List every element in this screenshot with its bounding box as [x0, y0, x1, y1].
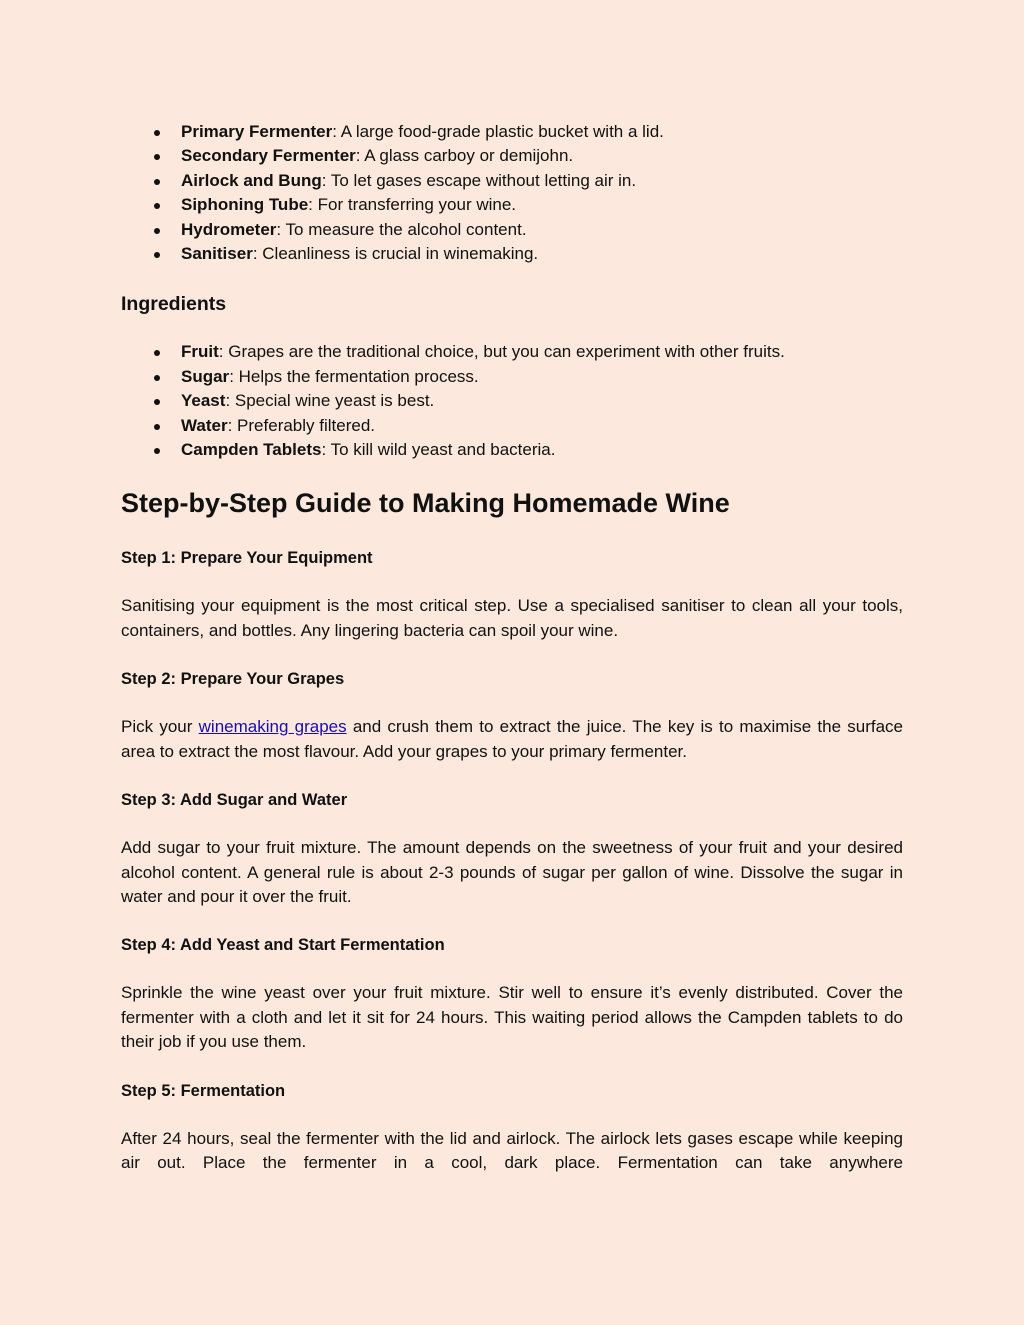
- list-item: Secondary Fermenter: A glass carboy or demijohn.: [121, 144, 903, 168]
- step-1-title: Step 1: Prepare Your Equipment: [121, 549, 373, 568]
- bullet-icon: [154, 375, 160, 381]
- bullet-icon: [154, 130, 160, 136]
- step-2-text: Pick your winemaking grapes and crush them to extract the juice. The key is to maximise the surface area to extract the most flavour. Add your grapes to your primary fermenter.: [121, 717, 903, 761]
- step-3-text: Add sugar to your fruit mixture. The amount depends on the sweetness of your fruit and your desired alcohol content. A general rule is about 2-3 pounds of sugar per gallon of wine. Dissolve the sugar in water and pour it over the fruit.: [121, 838, 903, 906]
- winemaking-grapes-link[interactable]: winemaking grapes: [198, 717, 347, 737]
- ingredients-heading: Ingredients: [121, 293, 227, 316]
- list-item: Siphoning Tube: For transferring your wine.: [121, 193, 903, 217]
- document-content: [121, 120, 903, 1199]
- bullet-icon: [154, 228, 160, 234]
- bullet-icon: [154, 448, 160, 454]
- list-item: Water: Preferably filtered.: [121, 414, 903, 438]
- list-item: Campden Tablets: To kill wild yeast and bacteria.: [121, 438, 903, 462]
- guide-heading: Step-by-Step Guide to Making Homemade Wine: [121, 488, 730, 519]
- step-2-title: Step 2: Prepare Your Grapes: [121, 670, 345, 689]
- list-item: Yeast: Special wine yeast is best.: [121, 389, 903, 413]
- step-4-text: Sprinkle the wine yeast over your fruit mixture. Stir well to ensure it’s evenly distributed. Cover the fermenter with a cloth and let it sit for 24 hours. This waiting period allows the Campden tablets to do their job if you use them.: [121, 983, 903, 1052]
- list-item: Airlock and Bung: To let gases escape without letting air in.: [121, 169, 903, 193]
- bullet-icon: [154, 252, 160, 258]
- bullet-icon: [154, 350, 160, 356]
- list-item: Primary Fermenter: A large food-grade plastic bucket with a lid.: [121, 120, 903, 144]
- bullet-icon: [154, 399, 160, 405]
- bullet-icon: [154, 424, 160, 430]
- bullet-icon: [154, 179, 160, 185]
- ingredients-list: [121, 340, 903, 462]
- step-5-title: Step 5: Fermentation: [121, 1081, 286, 1100]
- step-3-title: Step 3: Add Sugar and Water: [121, 791, 348, 810]
- list-item: Sugar: Helps the fermentation process.: [121, 365, 903, 389]
- equipment-list: [121, 120, 903, 266]
- step-5-text: After 24 hours, seal the fermenter with the lid and airlock. The airlock lets gases escape while keeping air out. Place the fermenter in a cool, dark place. Fermentation can take anywhere: [121, 1128, 903, 1172]
- bullet-icon: [154, 154, 160, 160]
- bullet-icon: [154, 203, 160, 209]
- step-1-text: Sanitising your equipment is the most critical step. Use a specialised sanitiser to clean all your tools, containers, and bottles. Any lingering bacteria can spoil your wine.: [121, 596, 903, 640]
- list-item: Sanitiser: Cleanliness is crucial in winemaking.: [121, 242, 903, 266]
- list-item: Fruit: Grapes are the traditional choice, but you can experiment with other fruits.: [121, 340, 903, 364]
- step-4-title: Step 4: Add Yeast and Start Fermentation: [121, 936, 445, 955]
- list-item: Hydrometer: To measure the alcohol content.: [121, 218, 903, 242]
